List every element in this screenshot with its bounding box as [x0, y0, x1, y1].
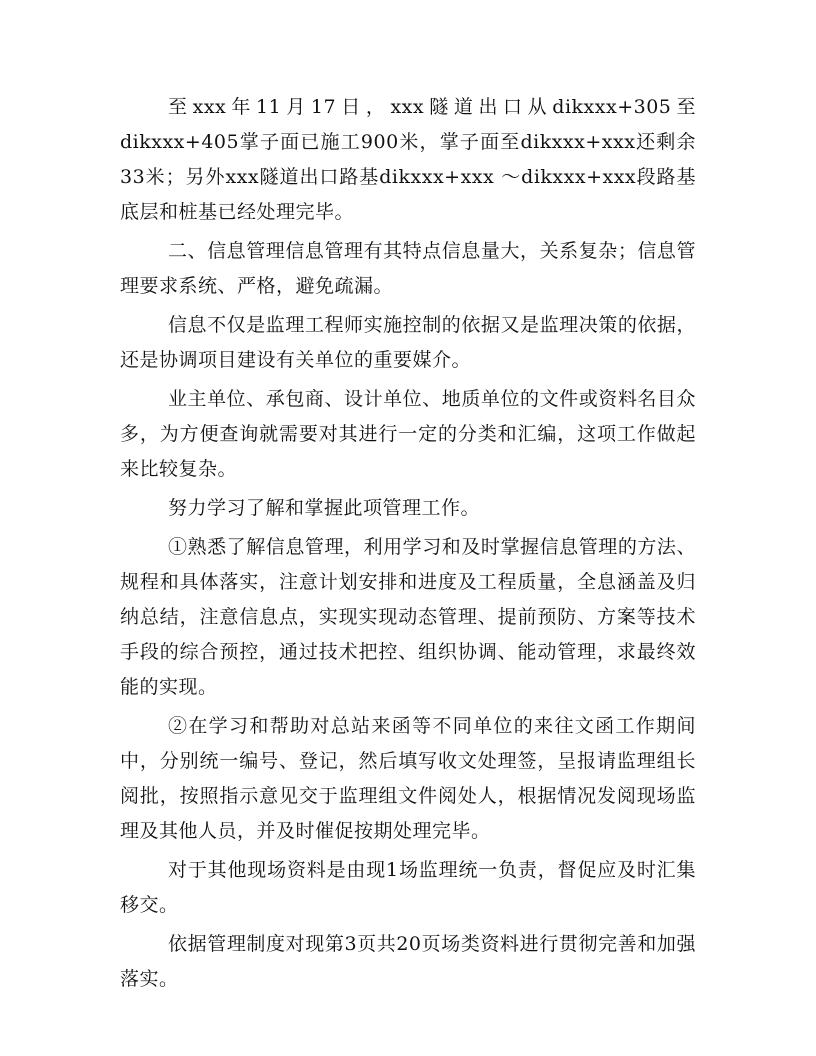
paragraph-tunnel-progress: 至xxx年11月17日，xxx隧道出口从dikxxx+305至dikxxx+405掌子面已施工900米，掌子面至dikxxx+xxx还剩余33米；另外xxx隧道出口路基dikxxx+xxx ～dikxxx+xxx段路基底层和桩基已经处理完毕。 [120, 96, 696, 223]
document-page [120, 90, 696, 997]
paragraph-document-classification: 业主单位、承包商、设计单位、地质单位的文件或资料名目众多，为方便查询就需要对其进行一定的分类和汇编，这项工作做起来比较复杂。 [120, 388, 696, 480]
paragraph-item-2: ②在学习和帮助对总站来函等不同单位的来往文函工作期间中，分别统一编号、登记，然后填写收文处理签，呈报请监理组长阅批，按照指示意见交于监理组文件阅处人，根据情况发阅现场监理及其他人员，并及时催促按期处理完毕。 [120, 715, 696, 842]
paragraph-management-system: 依据管理制度对现第3页共20页场类资料进行贯彻完善和加强落实。 [120, 933, 696, 990]
paragraph-site-materials: 对于其他现场资料是由现1场监理统一负责，督促应及时汇集移交。 [120, 859, 696, 916]
paragraph-info-management-heading: 二、信息管理信息管理有其特点信息量大，关系复杂；信息管理要求系统、严格，避免疏漏。 [120, 240, 696, 297]
paragraph-item-1: ①熟悉了解信息管理，利用学习和及时掌握信息管理的方法、规程和具体落实，注意计划安排和进度及工程质量，全息涵盖及归纳总结，注意信息点，实现实现动态管理、提前预防、方案等技术手段的综合预控，通过技术把控、组织协调、能动管理，求最终效能的实现。 [120, 536, 696, 698]
paragraph-info-importance: 信息不仅是监理工程师实施控制的依据又是监理决策的依据，还是协调项目建设有关单位的重要媒介。 [120, 314, 696, 371]
paragraph-learning: 努力学习了解和掌握此项管理工作。 [168, 497, 481, 519]
